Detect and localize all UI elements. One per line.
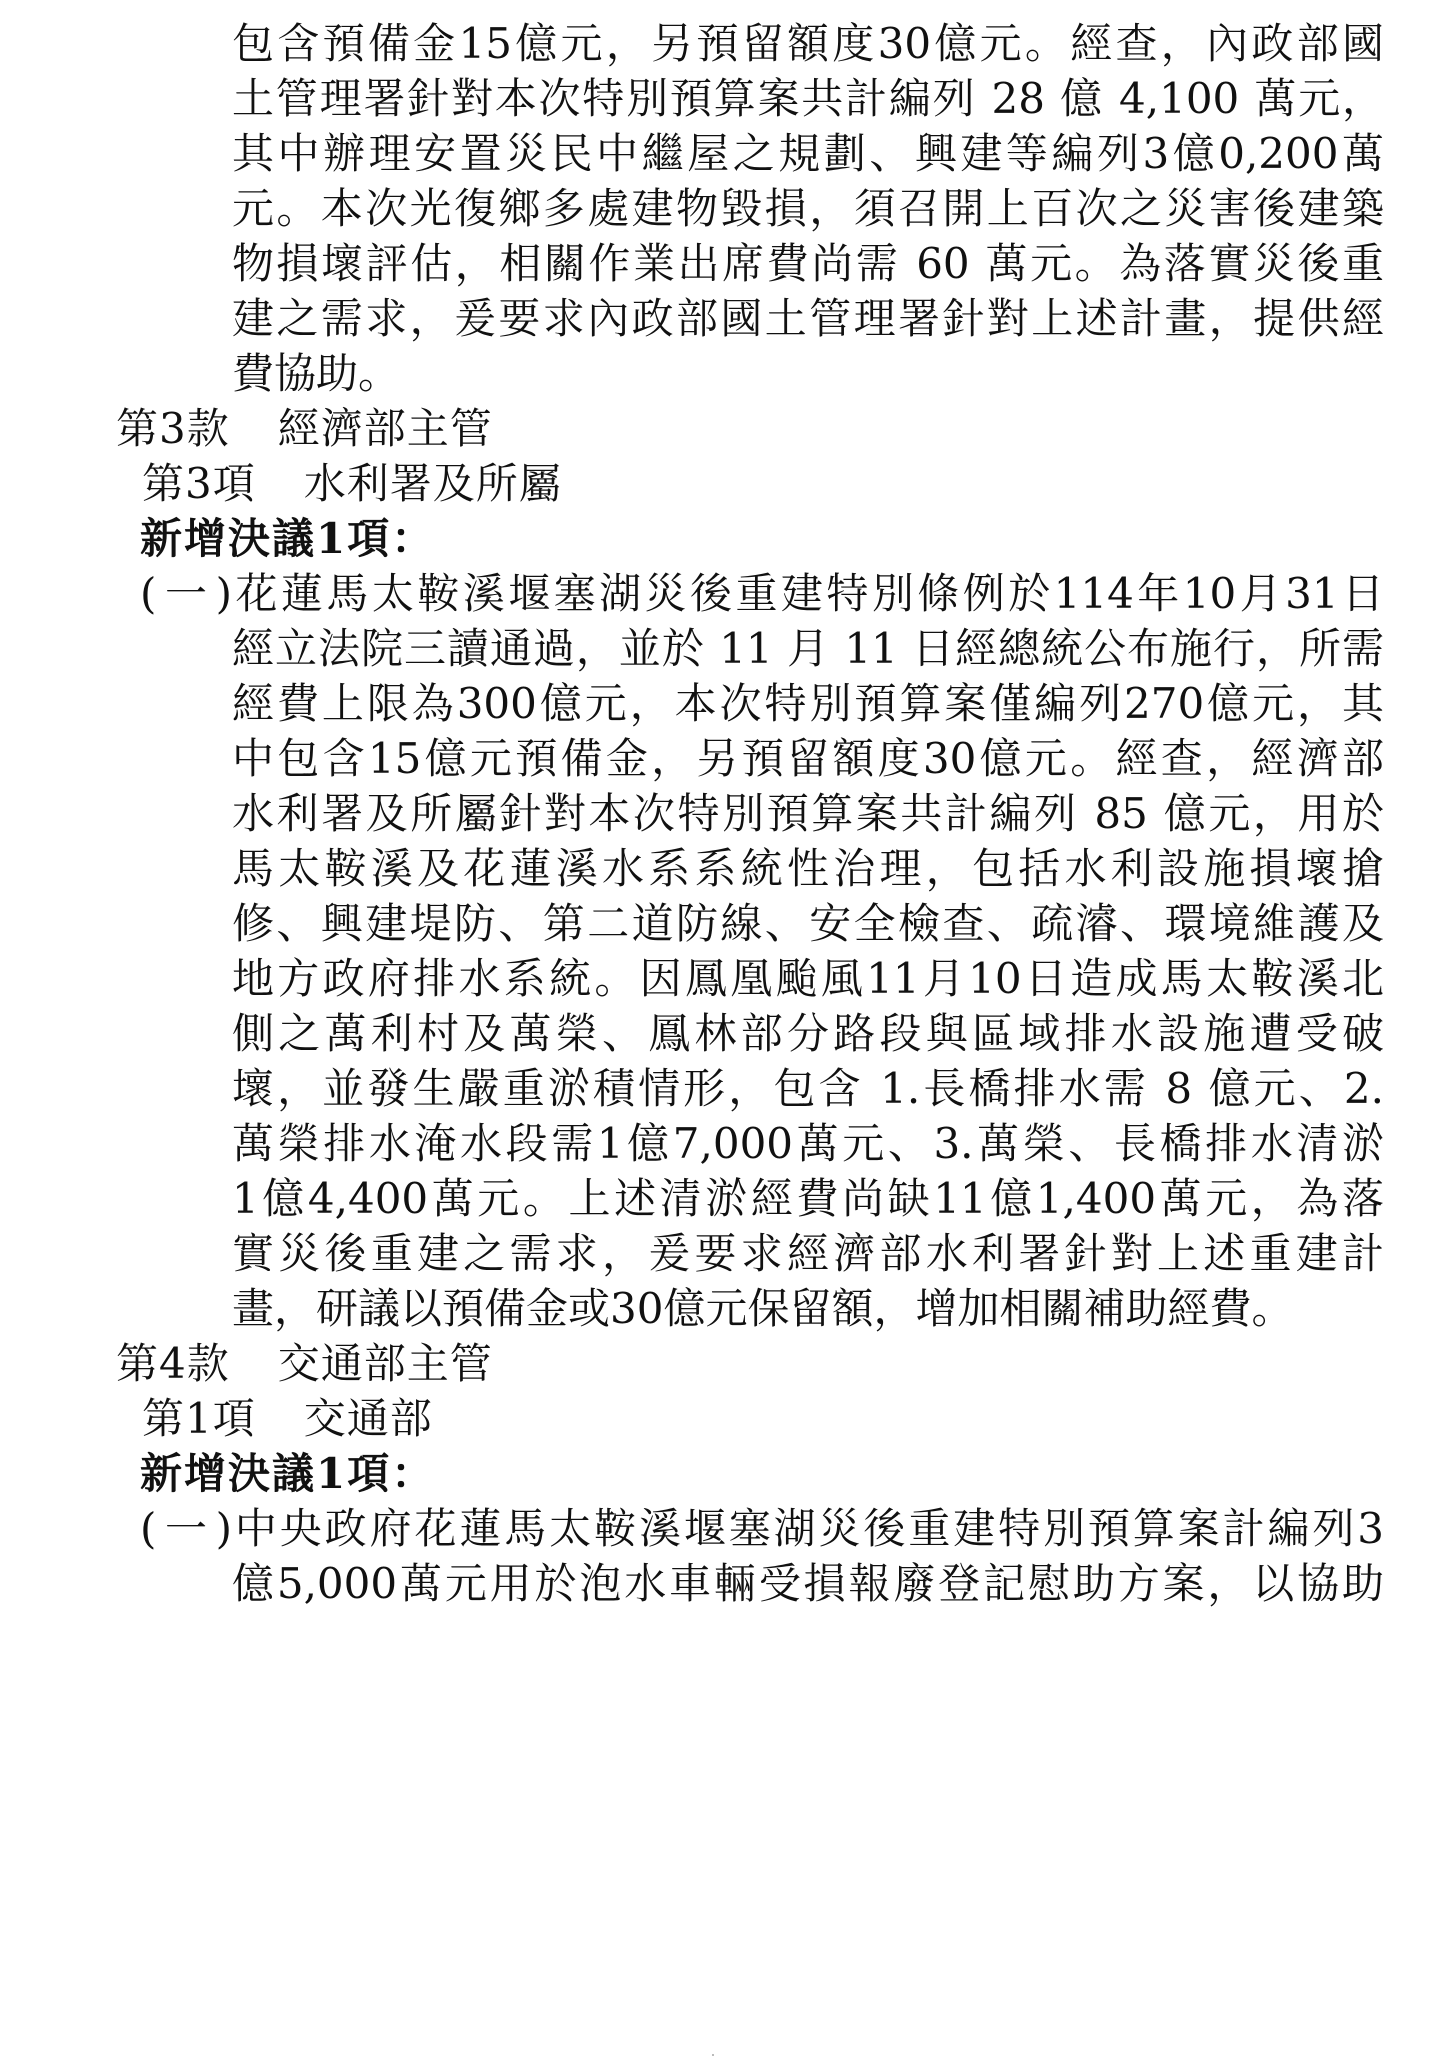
section-heading-xiang: [142, 456, 562, 512]
resolution-heading: 新增決議1項：: [140, 514, 436, 563]
item-marker: (一): [140, 569, 232, 618]
paragraph-line: 經立法院三讀通過，並於 11 月 11 日經總統公布施行，所需: [232, 624, 1384, 673]
paragraph-line: 元。本次光復鄉多處建物毀損，須召開上百次之災害後建築: [232, 184, 1384, 233]
paragraph-line: 1億4,400萬元。上述清淤經費尚缺11億1,400萬元，為落: [232, 1174, 1384, 1223]
paragraph-line: 物損壞評估，相關作業出席費尚需 60 萬元。為落實災後重: [232, 239, 1384, 288]
paragraph-line: 億5,000萬元用於泡水車輛受損報廢登記慰助方案，以協助: [232, 1559, 1384, 1608]
resolution-heading: 新增決議1項：: [140, 1449, 436, 1498]
section-heading-kuan: [116, 1336, 493, 1392]
paragraph-line: 畫，研議以預備金或30億元保留額，增加相關補助經費。: [232, 1284, 1294, 1333]
paragraph-line: 費協助。: [232, 349, 401, 398]
kuan-title: 交通部主管: [277, 1339, 493, 1388]
paragraph-line: 經費上限為300億元，本次特別預算案僅編列270億元，其: [232, 679, 1384, 728]
paragraph-line: 水利署及所屬針對本次特別預算案共計編列 85 億元，用於: [232, 789, 1384, 838]
paragraph-line: 其中辦理安置災民中繼屋之規劃、興建等編列3億0,200萬: [232, 129, 1384, 178]
xiang-title: 水利署及所屬: [303, 459, 562, 508]
item-first-text: 花蓮馬太鞍溪堰塞湖災後重建特別條例於114年10月31日: [232, 569, 1384, 618]
item-marker: (一): [140, 1504, 232, 1553]
paragraph-line: 包含預備金15億元，另預留額度30億元。經查，內政部國: [232, 19, 1384, 68]
item-first-text: 中央政府花蓮馬太鞍溪堰塞湖災後重建特別預算案計編列3: [232, 1504, 1384, 1553]
paragraph-line: 壞，並發生嚴重淤積情形，包含 1.長橋排水需 8 億元、2.: [232, 1064, 1384, 1113]
paragraph-line: 實災後重建之需求，爰要求經濟部水利署針對上述重建計: [232, 1229, 1384, 1278]
resolution-item-first-line: [140, 1501, 1384, 1557]
kuan-number: 第3款: [116, 404, 230, 453]
paragraph-line: 中包含15億元預備金，另預留額度30億元。經查，經濟部: [232, 734, 1384, 783]
paragraph-line: 地方政府排水系統。因鳳凰颱風11月10日造成馬太鞍溪北: [232, 954, 1384, 1003]
kuan-title: 經濟部主管: [277, 404, 493, 453]
paragraph-line: 萬榮排水淹水段需1億7,000萬元、3.萬榮、長橋排水清淤: [232, 1119, 1384, 1168]
kuan-number: 第4款: [116, 1339, 230, 1388]
paragraph-line: 土管理署針對本次特別預算案共計編列 28 億 4,100 萬元，: [232, 74, 1384, 123]
section-heading-xiang: [142, 1391, 433, 1447]
paragraph-line: 側之萬利村及萬榮、鳳林部分路段與區域排水設施遭受破: [232, 1009, 1384, 1058]
resolution-item-first-line: [140, 566, 1384, 622]
xiang-number: 第1項: [142, 1394, 256, 1443]
paragraph-line: 修、興建堤防、第二道防線、安全檢查、疏濬、環境維護及: [232, 899, 1384, 948]
paragraph-line: 馬太鞍溪及花蓮溪水系系統性治理，包括水利設施損壞搶: [232, 844, 1384, 893]
scan-speck: [712, 2054, 714, 2056]
paragraph-line: 建之需求，爰要求內政部國土管理署針對上述計畫，提供經: [232, 294, 1384, 343]
xiang-number: 第3項: [142, 459, 256, 508]
xiang-title: 交通部: [303, 1394, 433, 1443]
section-heading-kuan: [116, 401, 493, 457]
